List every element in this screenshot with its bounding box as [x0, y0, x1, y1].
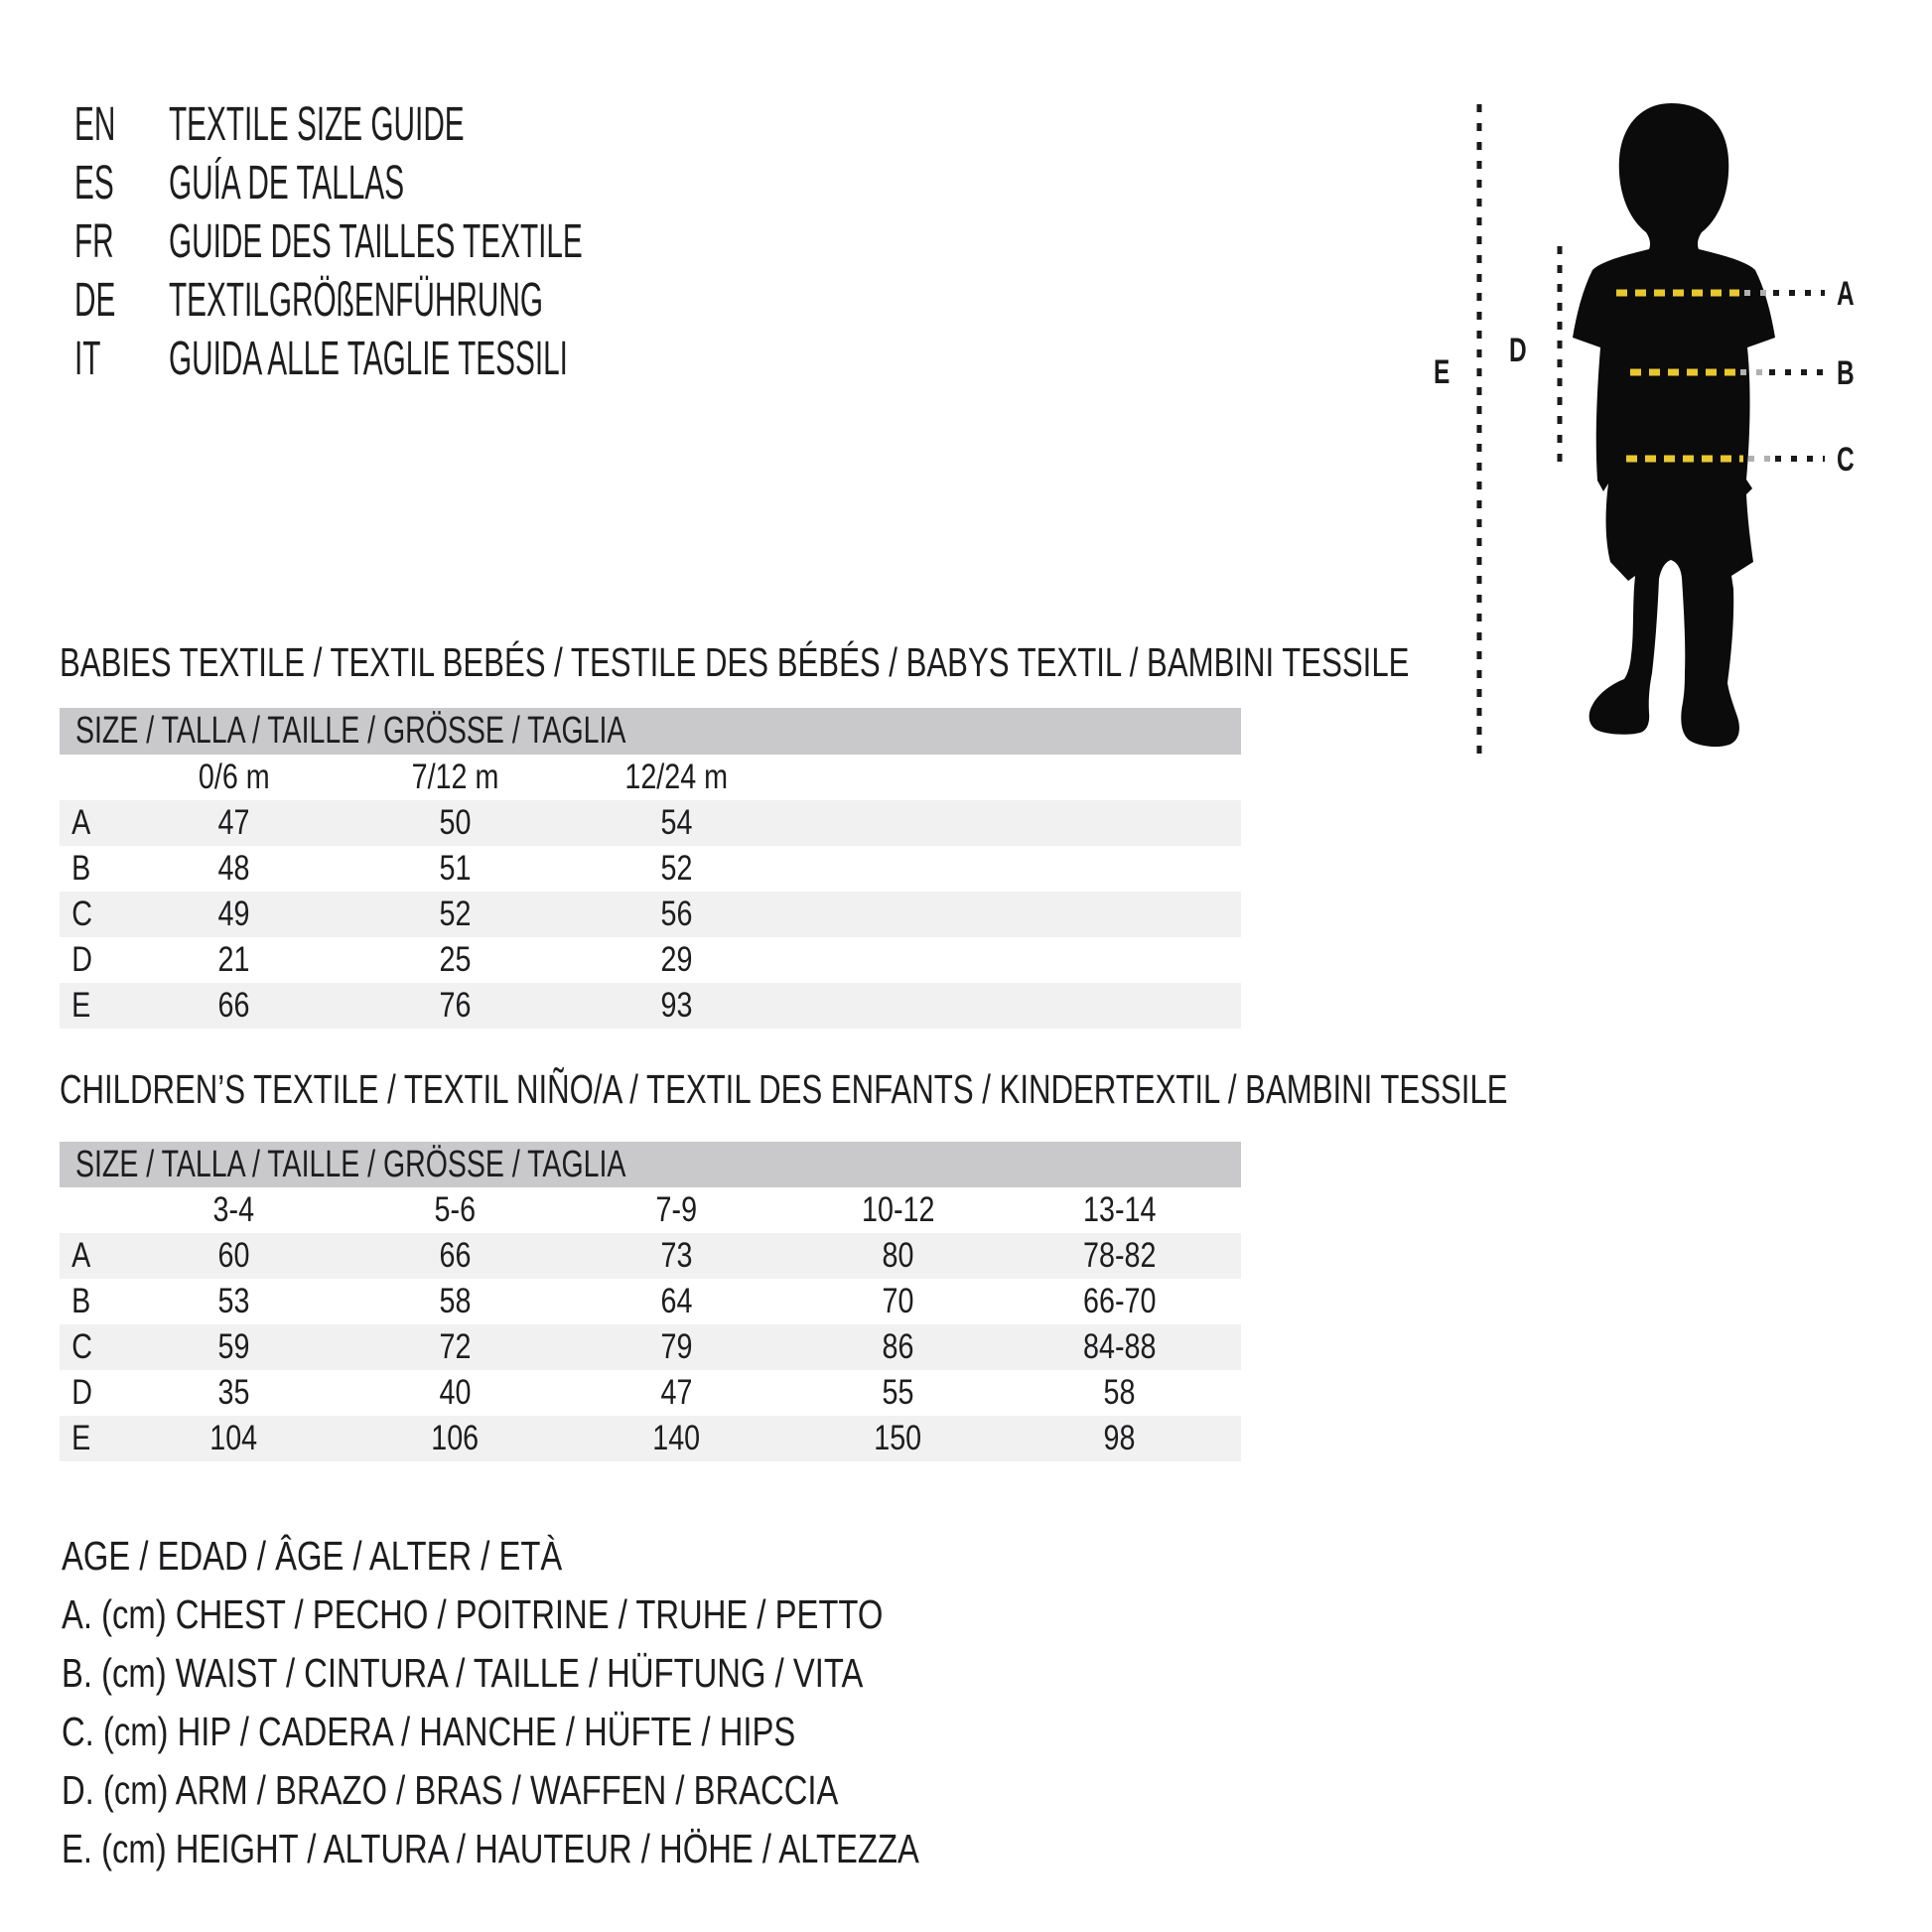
legend-height: E. (cm) HEIGHT / ALTURA / HAUTEUR / HÖHE / ALTEZZA	[62, 1826, 919, 1871]
cell-value: 55	[882, 1373, 914, 1412]
cell-value: 54	[660, 803, 693, 842]
cell-value: 50	[439, 803, 472, 842]
children-size-table	[60, 1142, 1241, 1461]
cell-value: 76	[439, 986, 472, 1025]
legend-arm: D. (cm) ARM / BRAZO / BRAS / WAFFEN / BRACCIA	[62, 1767, 839, 1813]
guide-title-de: TEXTILGRÖßENFÜHRUNG	[169, 274, 543, 327]
table-row-a	[60, 800, 1241, 846]
row-label: A	[71, 803, 91, 842]
cell-value: 52	[439, 895, 472, 933]
cell-value: 40	[439, 1373, 472, 1412]
cell-value: 79	[660, 1327, 693, 1366]
row-label: E	[71, 1419, 91, 1457]
row-label: B	[71, 849, 91, 888]
cell-value: 25	[439, 940, 472, 979]
guide-title-en: TEXTILE SIZE GUIDE	[169, 98, 465, 151]
babies-section-title: BABIES TEXTILE / TEXTIL BEBÉS / TESTILE DES BÉBÉS / BABYS TEXTIL / BAMBINI TESSILE	[60, 639, 1410, 685]
column-header: 12/24 m	[624, 758, 729, 796]
language-code: DE	[74, 274, 116, 327]
row-label: D	[71, 1373, 93, 1412]
legend-chest: A. (cm) CHEST / PECHO / POITRINE / TRUHE / PETTO	[62, 1591, 884, 1637]
language-code: ES	[74, 157, 114, 209]
legend-waist: B. (cm) WAIST / CINTURA / TAILLE / HÜFTUNG / VITA	[62, 1650, 864, 1696]
language-row-it	[74, 330, 836, 388]
cell-value: 21	[217, 940, 250, 979]
children-size-header-bar	[60, 1142, 1241, 1187]
cell-value: 140	[652, 1419, 701, 1457]
language-row-en	[74, 95, 836, 154]
measurement-legend	[62, 1527, 1134, 1878]
legend-hip: C. (cm) HIP / CADERA / HANCHE / HÜFTE / HIPS	[62, 1709, 796, 1754]
babies-size-header-bar	[60, 708, 1241, 755]
size-header-label: SIZE / TALLA / TAILLE / GRÖSSE / TAGLIA	[75, 1143, 626, 1185]
cell-value: 58	[1103, 1373, 1136, 1412]
legend-age: AGE / EDAD / ÂGE / ALTER / ETÀ	[62, 1533, 563, 1579]
cell-value: 93	[660, 986, 693, 1025]
cell-value: 150	[874, 1419, 922, 1457]
cell-value: 66-70	[1082, 1282, 1157, 1320]
row-label: D	[71, 940, 93, 979]
cell-value: 80	[882, 1236, 914, 1275]
guide-title-es: GUÍA DE TALLAS	[169, 157, 405, 209]
cell-value: 53	[217, 1282, 250, 1320]
table-row-b	[60, 1279, 1241, 1324]
language-title-block	[74, 95, 836, 388]
table-row-d	[60, 1370, 1241, 1416]
table-row-d	[60, 937, 1241, 983]
language-code: IT	[74, 333, 101, 385]
measure-label-b: B	[1837, 354, 1855, 393]
column-header: 5-6	[434, 1190, 477, 1229]
row-label: E	[71, 986, 91, 1025]
babies-size-table	[60, 708, 1241, 1029]
column-header: 13-14	[1082, 1190, 1157, 1229]
cell-value: 60	[217, 1236, 250, 1275]
column-header: 0/6 m	[198, 758, 270, 796]
cell-value: 98	[1103, 1419, 1136, 1457]
measure-label-c: C	[1837, 441, 1855, 480]
guide-title-fr: GUIDE DES TAILLES TEXTILE	[169, 215, 583, 268]
measure-label-d: D	[1509, 332, 1527, 370]
cell-value: 59	[217, 1327, 250, 1366]
cell-value: 52	[660, 849, 693, 888]
language-row-es	[74, 154, 836, 212]
cell-value: 48	[217, 849, 250, 888]
table-row-e	[60, 983, 1241, 1029]
cell-value: 84-88	[1082, 1327, 1157, 1366]
cell-value: 58	[439, 1282, 472, 1320]
table-row-a	[60, 1233, 1241, 1279]
guide-title-it: GUIDA ALLE TAGLIE TESSILI	[169, 333, 568, 385]
cell-value: 86	[882, 1327, 914, 1366]
language-code: FR	[74, 215, 114, 268]
table-row-c	[60, 892, 1241, 937]
cell-value: 104	[209, 1419, 258, 1457]
cell-value: 70	[882, 1282, 914, 1320]
row-label: A	[71, 1236, 91, 1275]
cell-value: 106	[431, 1419, 480, 1457]
cell-value: 78-82	[1082, 1236, 1157, 1275]
cell-value: 47	[660, 1373, 693, 1412]
cell-value: 66	[217, 986, 250, 1025]
cell-value: 56	[660, 895, 693, 933]
measure-label-a: A	[1837, 275, 1855, 314]
cell-value: 35	[217, 1373, 250, 1412]
babies-column-header-row	[60, 755, 1241, 800]
cell-value: 66	[439, 1236, 472, 1275]
column-header: 7/12 m	[411, 758, 499, 796]
table-row-e	[60, 1416, 1241, 1461]
cell-value: 49	[217, 895, 250, 933]
row-label: C	[71, 895, 93, 933]
measure-label-e: E	[1434, 353, 1450, 392]
language-row-de	[74, 271, 836, 330]
cell-value: 64	[660, 1282, 693, 1320]
language-code: EN	[74, 98, 116, 151]
table-row-b	[60, 846, 1241, 892]
cell-value: 47	[217, 803, 250, 842]
language-row-fr	[74, 212, 836, 271]
cell-value: 72	[439, 1327, 472, 1366]
cell-value: 51	[439, 849, 472, 888]
cell-value: 29	[660, 940, 693, 979]
column-header: 7-9	[655, 1190, 698, 1229]
column-header: 10-12	[861, 1190, 935, 1229]
babies-section-heading	[60, 638, 1836, 686]
children-section-heading	[60, 1065, 1932, 1113]
row-label: B	[71, 1282, 91, 1320]
size-header-label: SIZE / TALLA / TAILLE / GRÖSSE / TAGLIA	[75, 710, 626, 752]
row-label: C	[71, 1327, 93, 1366]
table-row-c	[60, 1324, 1241, 1370]
column-header: 3-4	[212, 1190, 255, 1229]
children-column-header-row	[60, 1187, 1241, 1233]
children-section-title: CHILDREN’S TEXTILE / TEXTIL NIÑO/A / TEXTIL DES ENFANTS / KINDERTEXTIL / BAMBINI TESSILE	[60, 1066, 1508, 1112]
cell-value: 73	[660, 1236, 693, 1275]
